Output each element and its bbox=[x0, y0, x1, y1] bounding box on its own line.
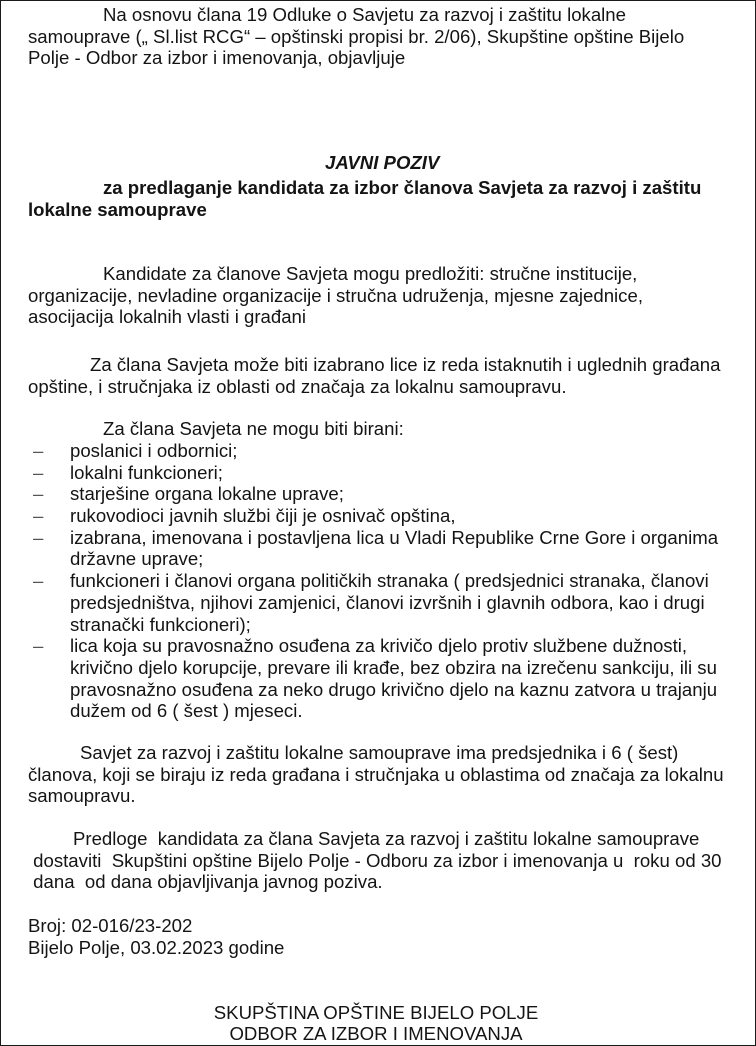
exclusions-heading-text: Za člana Savjeta ne mogu biti birani: bbox=[103, 418, 404, 439]
list-item-line: predsjedništva, njihovi zamjenici, članovi izvršnih i glavnih odbora, kao i drugi bbox=[70, 591, 705, 613]
list-bullet: – bbox=[33, 505, 44, 527]
list-bullet: – bbox=[33, 570, 44, 592]
composition-line: članova, koji se biraju iz reda građana i stručnjaka u oblastima od značaja za lokalnu bbox=[28, 763, 724, 785]
list-item bbox=[1, 483, 755, 505]
nominators-paragraph bbox=[1, 263, 755, 328]
intro-line: Polje - Odbor za izbor i imenovanja, objavljuje bbox=[28, 47, 406, 69]
intro-paragraph bbox=[1, 4, 755, 69]
reference-place-date: Bijelo Polje, 03.02.2023 godine bbox=[28, 936, 285, 958]
list-bullet: – bbox=[33, 483, 44, 505]
list-item bbox=[1, 635, 755, 722]
nominators-line: asocijacija lokalnih vlasti i građani bbox=[28, 306, 307, 328]
list-bullet: – bbox=[33, 526, 44, 548]
list-item-line: starješine organa lokalne uprave; bbox=[70, 483, 344, 505]
submission-line: dostaviti Skupštini opštine Bijelo Polje - Odboru za izbor i imenovanja u roku od 30 bbox=[28, 849, 722, 871]
submission-paragraph bbox=[1, 828, 755, 893]
eligibility-line: opštine, i stručnjaka iz oblasti od značaja za lokalnu samoupravu. bbox=[28, 375, 567, 397]
intro-line: samouprave („ Sl.list RCG“ – opštinski propisi br. 2/06), Skupštine opštine Bijelo bbox=[28, 25, 685, 47]
exclusions-heading bbox=[1, 418, 755, 440]
signature-body: ODBOR ZA IZBOR I IMENOVANJA bbox=[229, 1023, 523, 1044]
list-item-line: krivično djelo korupcije, prevare ili krađe, bez obzira na izrečenu sankciju, ili su bbox=[70, 656, 717, 678]
intro-line: Na osnovu člana 19 Odluke o Savjetu za razvoj i zaštitu lokalne bbox=[103, 4, 626, 25]
subtitle-line: za predlaganje kandidata za izbor članova Savjeta za razvoj i zaštitu bbox=[103, 177, 702, 198]
composition-paragraph bbox=[1, 742, 755, 807]
reference-number: Broj: 02-016/23-202 bbox=[28, 915, 193, 936]
submission-line: dana od dana objavljivanja javnog poziva. bbox=[28, 871, 383, 893]
list-item-line: lokalni funkcioneri; bbox=[70, 461, 223, 483]
list-item-line: lica koja su pravosnažno osuđena za krivičo djelo protiv službene dužnosti, bbox=[70, 635, 688, 657]
subtitle-line: lokalne samouprave bbox=[28, 198, 207, 220]
list-bullet: – bbox=[33, 461, 44, 483]
submission-line: Predloge kandidata za člana Savjeta za razvoj i zaštitu lokalne samouprave bbox=[73, 828, 700, 849]
list-item bbox=[1, 527, 755, 570]
reference-block bbox=[1, 915, 755, 958]
nominators-line: Kandidate za članove Savjeta mogu predložiti: stručne institucije, bbox=[103, 263, 638, 284]
list-bullet: – bbox=[33, 635, 44, 657]
list-item bbox=[1, 440, 755, 462]
nominators-line: organizacije, nevladine organizacije i stručna udruženja, mjesne zajednice, bbox=[28, 284, 643, 306]
list-item bbox=[1, 462, 755, 484]
document-subtitle bbox=[1, 177, 755, 222]
eligibility-paragraph bbox=[1, 354, 755, 397]
list-item-line: državne uprave; bbox=[70, 548, 204, 570]
composition-line: Savjet za razvoj i zaštitu lokalne samouprave ima predsjednika i 6 ( šest) bbox=[80, 742, 679, 763]
list-item-line: funkcioneri i članovi organa političkih stranaka ( predsjednici stranaka, članovi bbox=[70, 570, 709, 592]
list-item-line: izabrana, imenovana i postavljena lica u Vladi Republike Crne Gore i organima bbox=[70, 526, 719, 548]
list-item-line: dužem od 6 ( šest ) mjeseci. bbox=[70, 700, 303, 722]
list-item-line: rukovodioci javnih službi čiji je osnivač opština, bbox=[70, 505, 456, 527]
list-item-line: pravosnažno osuđena za neko drugo krivično djelo na kaznu zatvora u trajanju bbox=[70, 678, 718, 700]
list-item-line: poslanici i odbornici; bbox=[70, 440, 238, 461]
list-item bbox=[1, 570, 755, 635]
list-item bbox=[1, 505, 755, 527]
signature-institution: SKUPŠTINA OPŠTINE BIJELO POLJE bbox=[213, 1002, 539, 1023]
composition-line: samoupravu. bbox=[28, 785, 136, 807]
list-item-line: stranački funkcioneri); bbox=[70, 613, 251, 635]
document-title: JAVNI POZIV bbox=[325, 152, 440, 173]
eligibility-line: Za člana Savjeta može biti izabrano lice iz reda istaknutih i uglednih građana bbox=[90, 354, 721, 375]
list-bullet: – bbox=[33, 440, 44, 461]
exclusions-list bbox=[1, 440, 755, 722]
